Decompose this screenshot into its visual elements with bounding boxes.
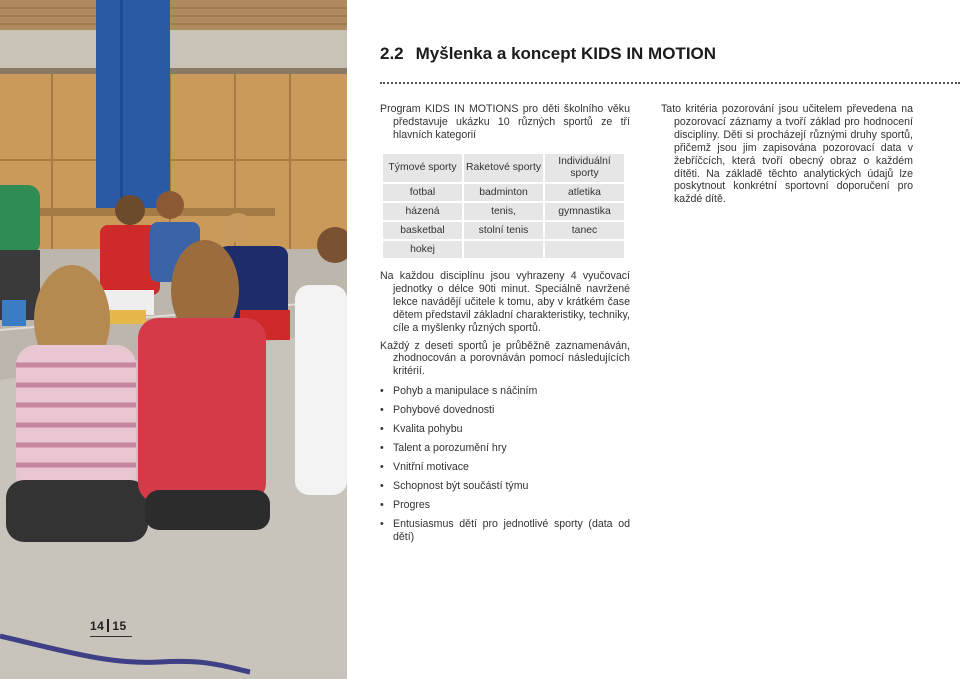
sports-table <box>381 152 626 260</box>
table-cell: tanec <box>545 222 624 239</box>
table-row <box>383 241 624 258</box>
photo-illustration <box>0 0 347 679</box>
section-number: 2.2 <box>380 44 404 63</box>
table-cell-empty <box>464 241 543 258</box>
table-header-row <box>383 154 624 182</box>
table-header-cell: Raketové sporty <box>464 154 543 182</box>
table-cell: gymnastika <box>545 203 624 220</box>
table-cell: fotbal <box>383 184 462 201</box>
page-number <box>90 619 127 633</box>
section-title: Myšlenka a koncept KIDS IN MOTION <box>415 44 717 63</box>
page-number-underline <box>90 636 132 637</box>
dotted-divider <box>380 82 960 84</box>
main-column <box>380 270 630 383</box>
page-number-left: 14 <box>90 619 105 633</box>
table-cell: basketbal <box>383 222 462 239</box>
evaluation-paragraph: Tato kritéria pozorování jsou učitelem převedena na pozorovací záznamy a tvoří základ pro hodnocení disciplíny. Děti si procházejí různými druhy sportů, přičemž jsou jim zapisována pozorovací data v žebříčcích, která tvoří obecný obraz o každém dítěti. Na základě těchto analytických údajů lze poskytnout konkrétní sportovní doporučení pro každé dítě. <box>661 103 913 206</box>
table-cell: stolní tenis <box>464 222 543 239</box>
list-item: • Pohyb a manipulace s náčiním <box>380 385 630 398</box>
list-item: • Schopnost být součástí týmu <box>380 480 630 493</box>
table-cell: atletika <box>545 184 624 201</box>
criteria-list <box>380 385 630 550</box>
table-cell: házená <box>383 203 462 220</box>
intro-paragraph: Program KIDS IN MOTIONS pro děti školního věku představuje ukázku 10 různých sportů ze tří hlavních kategorií <box>380 103 630 141</box>
intro-column <box>380 103 630 147</box>
table-cell: hokej <box>383 241 462 258</box>
lesson-paragraph: Na každou disciplínu jsou vyhrazeny 4 vyučovací jednotky o délce 90ti minut. Speciálně navržené lekce navádějí učitele k tomu, aby v krátkém čase dětem představil základní charakteristiky, techniky, cíle a myšlenky různých sportů. <box>380 270 630 334</box>
table-cell: badminton <box>464 184 543 201</box>
table-cell: tenis, <box>464 203 543 220</box>
list-item: • Kvalita pohybu <box>380 423 630 436</box>
table-row <box>383 184 624 201</box>
table-header-cell: Individuální sporty <box>545 154 624 182</box>
page-number-right: 15 <box>112 619 127 633</box>
table-row <box>383 203 624 220</box>
list-item: • Progres <box>380 499 630 512</box>
list-item: • Entusiasmus dětí pro jednotlivé sporty (data od dětí) <box>380 518 630 544</box>
table-header-cell: Týmové sporty <box>383 154 462 182</box>
table-row <box>383 222 624 239</box>
photo-children-gym <box>0 0 347 679</box>
list-item: • Pohybové dovednosti <box>380 404 630 417</box>
list-item: • Talent a porozumění hry <box>380 442 630 455</box>
list-item: • Vnitřní motivace <box>380 461 630 474</box>
section-heading <box>380 44 716 64</box>
right-column <box>661 103 913 211</box>
page-number-divider <box>107 619 109 632</box>
criteria-intro-paragraph: Každý z deseti sportů je průběžně zaznamenáván, zhodnocován a porovnáván pomocí následujících kritérií. <box>380 339 630 378</box>
table-cell-empty <box>545 241 624 258</box>
